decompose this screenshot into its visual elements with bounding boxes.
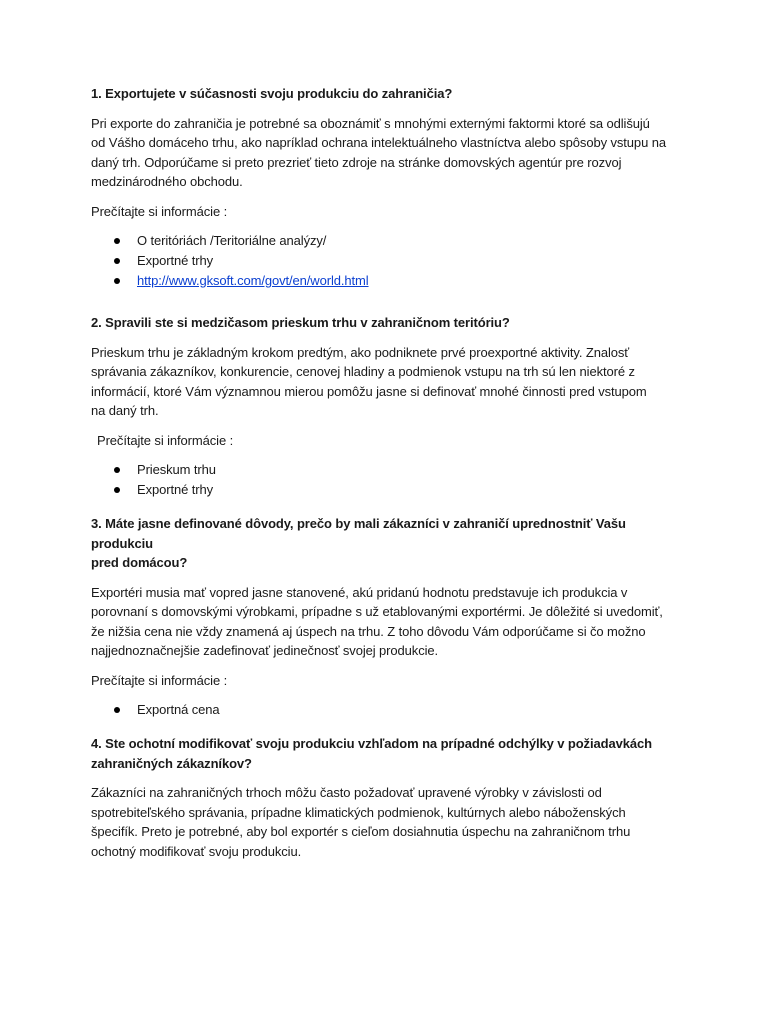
world-link[interactable]: http://www.gksoft.com/govt/en/world.html — [137, 273, 369, 288]
section-1-list — [91, 231, 691, 291]
section-4 — [91, 734, 691, 861]
section-1 — [91, 84, 691, 291]
paragraph-line: daný trh. Odporúčame si preto prezrieť tieto zdroje na stránke domovských agentúr pre rozvoj — [91, 154, 622, 170]
section-2-paragraph — [91, 343, 691, 421]
paragraph-line: Pri exporte do zahraničia je potrebné sa oboznámiť s mnohými externými faktormi ktoré sa odlišujú — [91, 115, 650, 131]
bullet-icon — [114, 487, 120, 493]
section-2-question: 2. Spravili ste si medzičasom prieskum trhu v zahraničnom teritóriu? — [91, 315, 510, 330]
section-1-read-label: Prečítajte si informácie : — [91, 203, 228, 219]
question-line: 4. Ste ochotní modifikovať svoju produkciu vzhľadom na prípadné odchýlky v požiadavkách — [91, 736, 652, 751]
paragraph-line: najjednoznačnejšie zadefinovať jedinečnosť svojej produkcie. — [91, 643, 439, 658]
paragraph-line: správania zákazníkov, konkurencie, cenovej hladiny a podmienok vstupu na trh sú len niektoré z — [91, 364, 635, 379]
section-1-paragraph — [91, 114, 691, 192]
paragraph-line: špecifík. Preto je potrebné, aby bol exportér s cieľom dosiahnutia úspechu na zahraničnom trhu — [91, 824, 631, 839]
section-2-list — [91, 460, 691, 500]
question-line: 3. Máte jasne definované dôvody, prečo by mali zákazníci v zahraničí uprednostniť Vašu produkciu — [91, 516, 626, 551]
list-item: Prieskum trhu — [91, 460, 691, 480]
section-4-paragraph — [91, 783, 691, 861]
section-3-question — [91, 514, 691, 573]
paragraph-line: spotrebiteľského správania, prípadne klimatických podmienok, kultúrnych alebo náboženských — [91, 804, 626, 820]
paragraph-line: porovnaní s domovskými výrobkami, prípadne s už etablovanými exportérmi. Je dôležité si uvedomiť, — [91, 604, 663, 619]
paragraph-line: na daný trh. — [91, 403, 159, 418]
section-2-read-label: Prečítajte si informácie : — [97, 432, 234, 448]
list-item: Exportné trhy — [91, 251, 691, 271]
section-2 — [91, 313, 691, 500]
paragraph-line: od Vášho domáceho trhu, ako napríklad ochrana intelektuálneho vlastníctva alebo spôsoby vstupu na — [91, 135, 666, 150]
paragraph-line: ochotný modifikovať svoju produkciu. — [91, 843, 302, 859]
bullet-icon — [114, 258, 120, 264]
list-item — [91, 271, 691, 291]
question-line: pred domácou? — [91, 555, 188, 570]
section-3-paragraph — [91, 583, 691, 661]
list-item: Exportné trhy — [91, 480, 691, 500]
bullet-icon — [114, 707, 120, 713]
section-3 — [91, 514, 691, 720]
question-line: zahraničných zákazníkov? — [91, 755, 252, 771]
section-3-read-label: Prečítajte si informácie : — [91, 672, 228, 688]
list-item: Exportná cena — [91, 700, 691, 720]
paragraph-line: Exportéri musia mať vopred jasne stanovené, akú pridanú hodnotu predstavuje ich produkcia v — [91, 584, 628, 600]
paragraph-line: Zákazníci na zahraničných trhoch môžu často požadovať upravené výrobky v závislosti od — [91, 785, 602, 800]
section-1-question: 1. Exportujete v súčasnosti svoju produkciu do zahraničia? — [91, 86, 453, 101]
section-4-question — [91, 734, 691, 773]
paragraph-line: že nižšia cena nie vždy znamená aj úspech na trhu. Z toho dôvodu Vám odporúčame si čo možno — [91, 623, 646, 639]
bullet-icon — [114, 238, 120, 244]
paragraph-line: medzinárodného obchodu. — [91, 174, 243, 189]
bullet-icon — [114, 278, 120, 284]
paragraph-line: informácií, ktoré Vám významnou mierou pomôžu jasne si definovať mnohé činnosti pred vstupom — [91, 383, 647, 399]
list-item: O teritóriách /Teritoriálne analýzy/ — [91, 231, 691, 251]
bullet-icon — [114, 467, 120, 473]
document-page — [91, 84, 691, 871]
paragraph-line: Prieskum trhu je základným krokom predtým, ako podniknete prvé proexportné aktivity. Znalosť — [91, 344, 630, 360]
section-3-list — [91, 700, 691, 720]
